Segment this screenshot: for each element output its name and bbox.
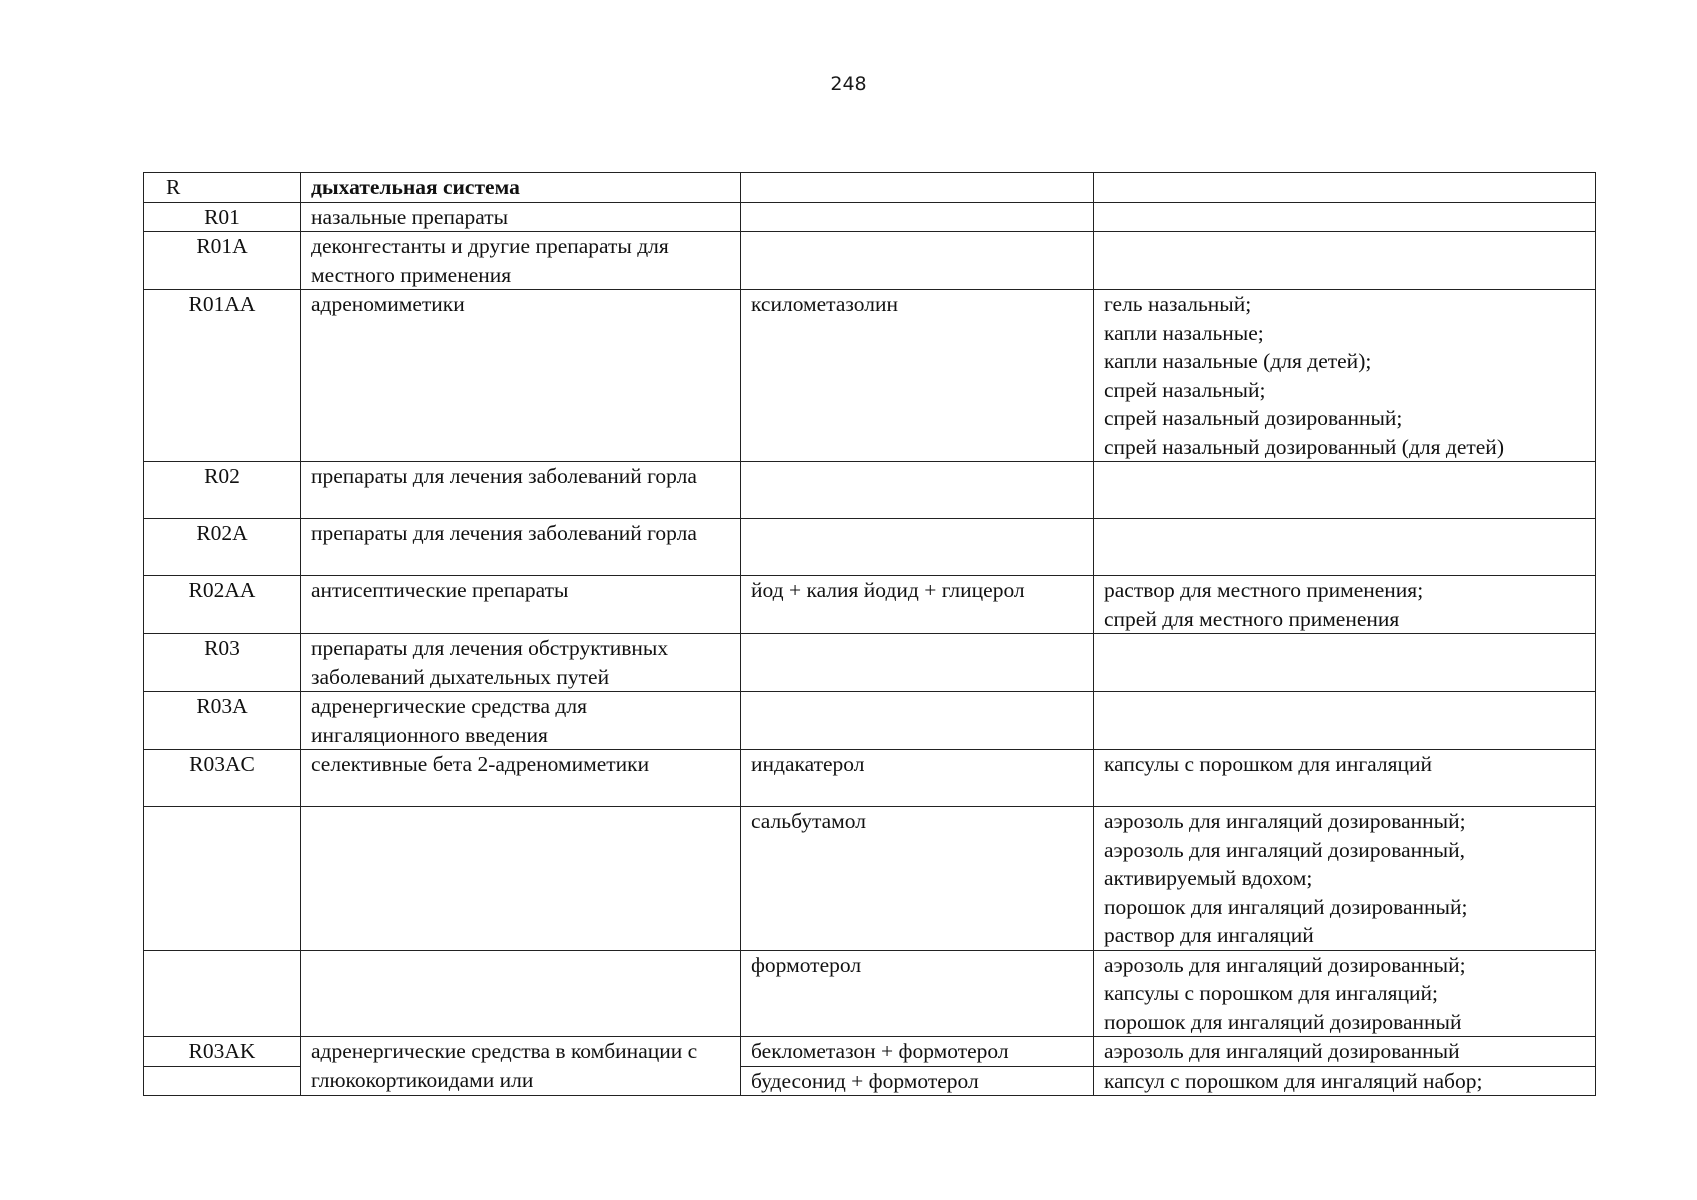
table-row [144, 290, 1596, 462]
dosage-forms-cell [1094, 173, 1596, 203]
atc-code-cell [144, 1066, 301, 1096]
dosage-form-line: активируемый вдохом; [1104, 866, 1313, 890]
table-row [144, 950, 1596, 1037]
table-row [144, 807, 1596, 951]
dosage-form-line: спрей назальный; [1104, 377, 1266, 402]
substance-cell [741, 692, 1094, 750]
substance-cell [741, 232, 1094, 290]
atc-group-name-cell: адреномиметики [301, 290, 741, 462]
dosage-form-line: раствор для ингаляций [1104, 923, 1314, 947]
atc-group-name-cell [301, 807, 741, 951]
atc-group-name-cell: препараты для лечения заболеваний горла [301, 519, 741, 576]
dosage-forms-cell [1094, 692, 1596, 750]
table-row [144, 173, 1596, 203]
dosage-form-line: капсулы с порошком для ингаляций; [1104, 981, 1439, 1005]
dosage-form-line: спрей для местного применения [1104, 606, 1400, 631]
atc-group-name-cell: адренергические средства в комбинации с глюкокортикоидами или [301, 1037, 741, 1096]
dosage-forms-cell [1094, 750, 1596, 807]
dosage-forms-cell [1094, 807, 1596, 951]
dosage-forms-cell [1094, 634, 1596, 692]
dosage-form-line: порошок для ингаляций дозированный; [1104, 894, 1468, 919]
atc-group-name-cell: препараты для лечения обструктивных заболеваний дыхательных путей [301, 634, 741, 692]
dosage-form-line: капли назальные; [1104, 320, 1264, 345]
substance-cell [741, 462, 1094, 519]
table-row [144, 462, 1596, 519]
substance-cell: йод + калия йодид + глицерол [741, 576, 1094, 634]
atc-group-name-cell: селективные бета 2-адреномиметики [301, 750, 741, 807]
substance-cell [741, 202, 1094, 232]
atc-group-name-cell: препараты для лечения заболеваний горла [301, 462, 741, 519]
dosage-form-line: спрей назальный дозированный (для детей) [1104, 434, 1504, 459]
atc-code-cell: R02AA [144, 576, 301, 634]
dosage-form-line: капли назальные (для детей); [1104, 349, 1372, 373]
atc-code-cell: R01AA [144, 290, 301, 462]
substance-cell: беклометазон + формотерол [741, 1037, 1094, 1067]
dosage-form-line: аэрозоль для ингаляций дозированный; [1104, 952, 1466, 977]
table-row [144, 202, 1596, 232]
dosage-forms-cell [1094, 462, 1596, 519]
dosage-forms-cell [1094, 950, 1596, 1037]
substance-cell [741, 519, 1094, 576]
atc-group-name-cell: назальные препараты [301, 202, 741, 232]
substance-cell: ксилометазолин [741, 290, 1094, 462]
atc-code-cell: R01 [144, 202, 301, 232]
dosage-form-line: спрей назальный дозированный; [1104, 406, 1403, 430]
atc-group-name-cell: дыхательная система [301, 173, 741, 203]
table-row [144, 576, 1596, 634]
page-number: 248 [830, 73, 867, 95]
table-row [144, 1037, 1596, 1067]
atc-code-cell: R03AC [144, 750, 301, 807]
table-row [144, 232, 1596, 290]
atc-code-cell: R02 [144, 462, 301, 519]
atc-group-name-cell [301, 950, 741, 1037]
dosage-form-line: аэрозоль для ингаляций дозированный; [1104, 809, 1466, 833]
atc-group-name-cell: антисептические препараты [301, 576, 741, 634]
dosage-form-line: капсулы с порошком для ингаляций [1104, 752, 1433, 776]
atc-code-cell [144, 807, 301, 951]
substance-cell [741, 173, 1094, 203]
atc-code-cell: R02A [144, 519, 301, 576]
drug-classification-table [143, 172, 1596, 1096]
substance-cell: формотерол [741, 950, 1094, 1037]
dosage-forms-cell [1094, 1037, 1596, 1067]
table-row [144, 750, 1596, 807]
atc-code-cell [144, 950, 301, 1037]
atc-code-cell: R01A [144, 232, 301, 290]
dosage-forms-cell [1094, 1066, 1596, 1096]
table-row [144, 634, 1596, 692]
dosage-form-line: аэрозоль для ингаляций дозированный [1104, 1039, 1460, 1063]
substance-cell [741, 634, 1094, 692]
dosage-forms-cell [1094, 576, 1596, 634]
atc-code-cell: R [144, 173, 301, 203]
dosage-form-line: порошок для ингаляций дозированный [1104, 1009, 1462, 1034]
table-row [144, 692, 1596, 750]
substance-cell: индакатерол [741, 750, 1094, 807]
dosage-forms-cell [1094, 519, 1596, 576]
dosage-form-line: гель назальный; [1104, 292, 1252, 316]
substance-cell: будесонид + формотерол [741, 1066, 1094, 1096]
dosage-forms-cell [1094, 290, 1596, 462]
table-row [144, 519, 1596, 576]
atc-code-cell: R03AK [144, 1037, 301, 1067]
atc-group-name-cell: адренергические средства для ингаляционного введения [301, 692, 741, 750]
dosage-forms-cell [1094, 202, 1596, 232]
atc-group-name-cell: деконгестанты и другие препараты для местного применения [301, 232, 741, 290]
dosage-form-line: аэрозоль для ингаляций дозированный, [1104, 837, 1465, 862]
dosage-form-line: раствор для местного применения; [1104, 578, 1424, 602]
atc-code-cell: R03 [144, 634, 301, 692]
atc-code-cell: R03A [144, 692, 301, 750]
dosage-forms-cell [1094, 232, 1596, 290]
substance-cell: сальбутамол [741, 807, 1094, 951]
dosage-form-line: капсул с порошком для ингаляций набор; [1104, 1068, 1483, 1093]
